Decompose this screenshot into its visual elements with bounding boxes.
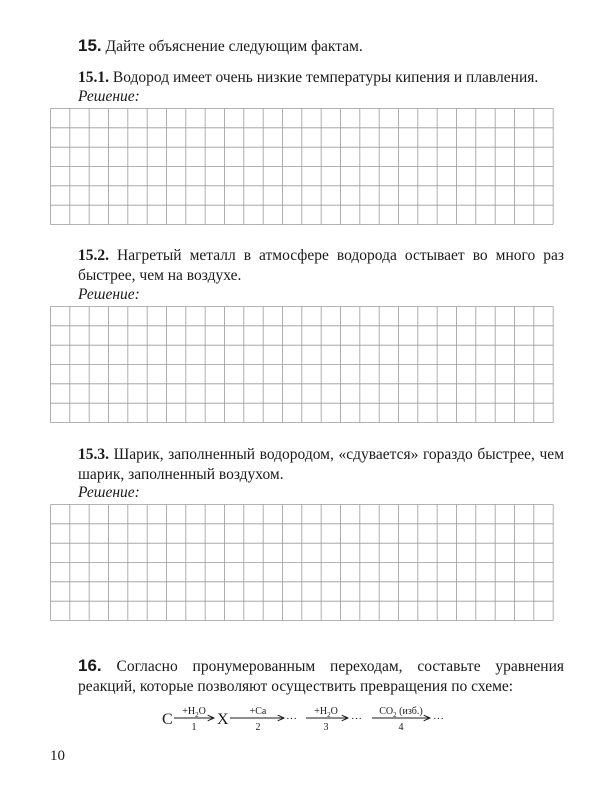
scheme-step-1-number: 1 xyxy=(191,722,197,733)
solution-label-15-1: Решение: xyxy=(78,88,140,105)
task-16-number: 16. xyxy=(78,656,102,675)
subtask-15-2 xyxy=(78,246,564,286)
scheme-step-2-number: 2 xyxy=(255,722,261,733)
solution-label-15-3: Решение: xyxy=(78,484,140,501)
subtask-15-2-text: Нагретый металл в атмосфере водорода остывает во много раз быстрее, чем на воздухе. xyxy=(78,247,564,284)
scheme-step-4-reagent: $CO_2$ (изб.) xyxy=(379,706,423,719)
page-number: 10 xyxy=(50,748,65,764)
scheme-middle-X: X xyxy=(217,711,229,728)
subtask-15-3-number: 15.3. xyxy=(78,446,109,463)
scheme-step-2-reagent: +Ca xyxy=(249,706,267,717)
answer-grid-15-3[interactable] xyxy=(50,504,566,621)
scheme-step-1-reagent: $+H_2O$ xyxy=(182,706,206,719)
scheme-step-4-number: 4 xyxy=(398,722,404,733)
scheme-ellipsis-3: ··· xyxy=(433,713,444,725)
subtask-15-1-text: Водород имеет очень низкие температуры кипения и плавления. xyxy=(112,69,539,86)
task-15-number: 15. xyxy=(78,36,102,55)
scheme-ellipsis-1: ··· xyxy=(286,713,297,725)
task-15-title: Дайте объяснение следующим фактам. xyxy=(105,38,363,55)
solution-label-15-2: Решение: xyxy=(78,286,140,303)
reaction-scheme xyxy=(150,700,470,736)
subtask-15-3 xyxy=(78,445,564,485)
answer-grid-15-1[interactable] xyxy=(50,108,566,225)
subtask-15-2-number: 15.2. xyxy=(78,247,109,264)
subtask-15-1-number: 15.1. xyxy=(78,69,109,86)
scheme-step-3-number: 3 xyxy=(323,722,329,733)
task-16-text: Согласно пронумерованным переходам, составьте уравнения реакций, которые позволяют осуществить превращения по схеме: xyxy=(78,658,565,695)
answer-grid-15-2[interactable] xyxy=(50,306,566,423)
scheme-start-C: C xyxy=(162,711,173,728)
subtask-15-3-text: Шарик, заполненный водородом, «сдувается» гораздо быстрее, чем шарик, заполненный воздухом. xyxy=(78,446,564,483)
scheme-ellipsis-2: ··· xyxy=(351,713,362,725)
task-15-header xyxy=(78,36,363,57)
subtask-15-1 xyxy=(78,68,564,88)
scheme-step-3-reagent: $+H_2O$ xyxy=(314,706,338,719)
task-16 xyxy=(78,656,564,697)
